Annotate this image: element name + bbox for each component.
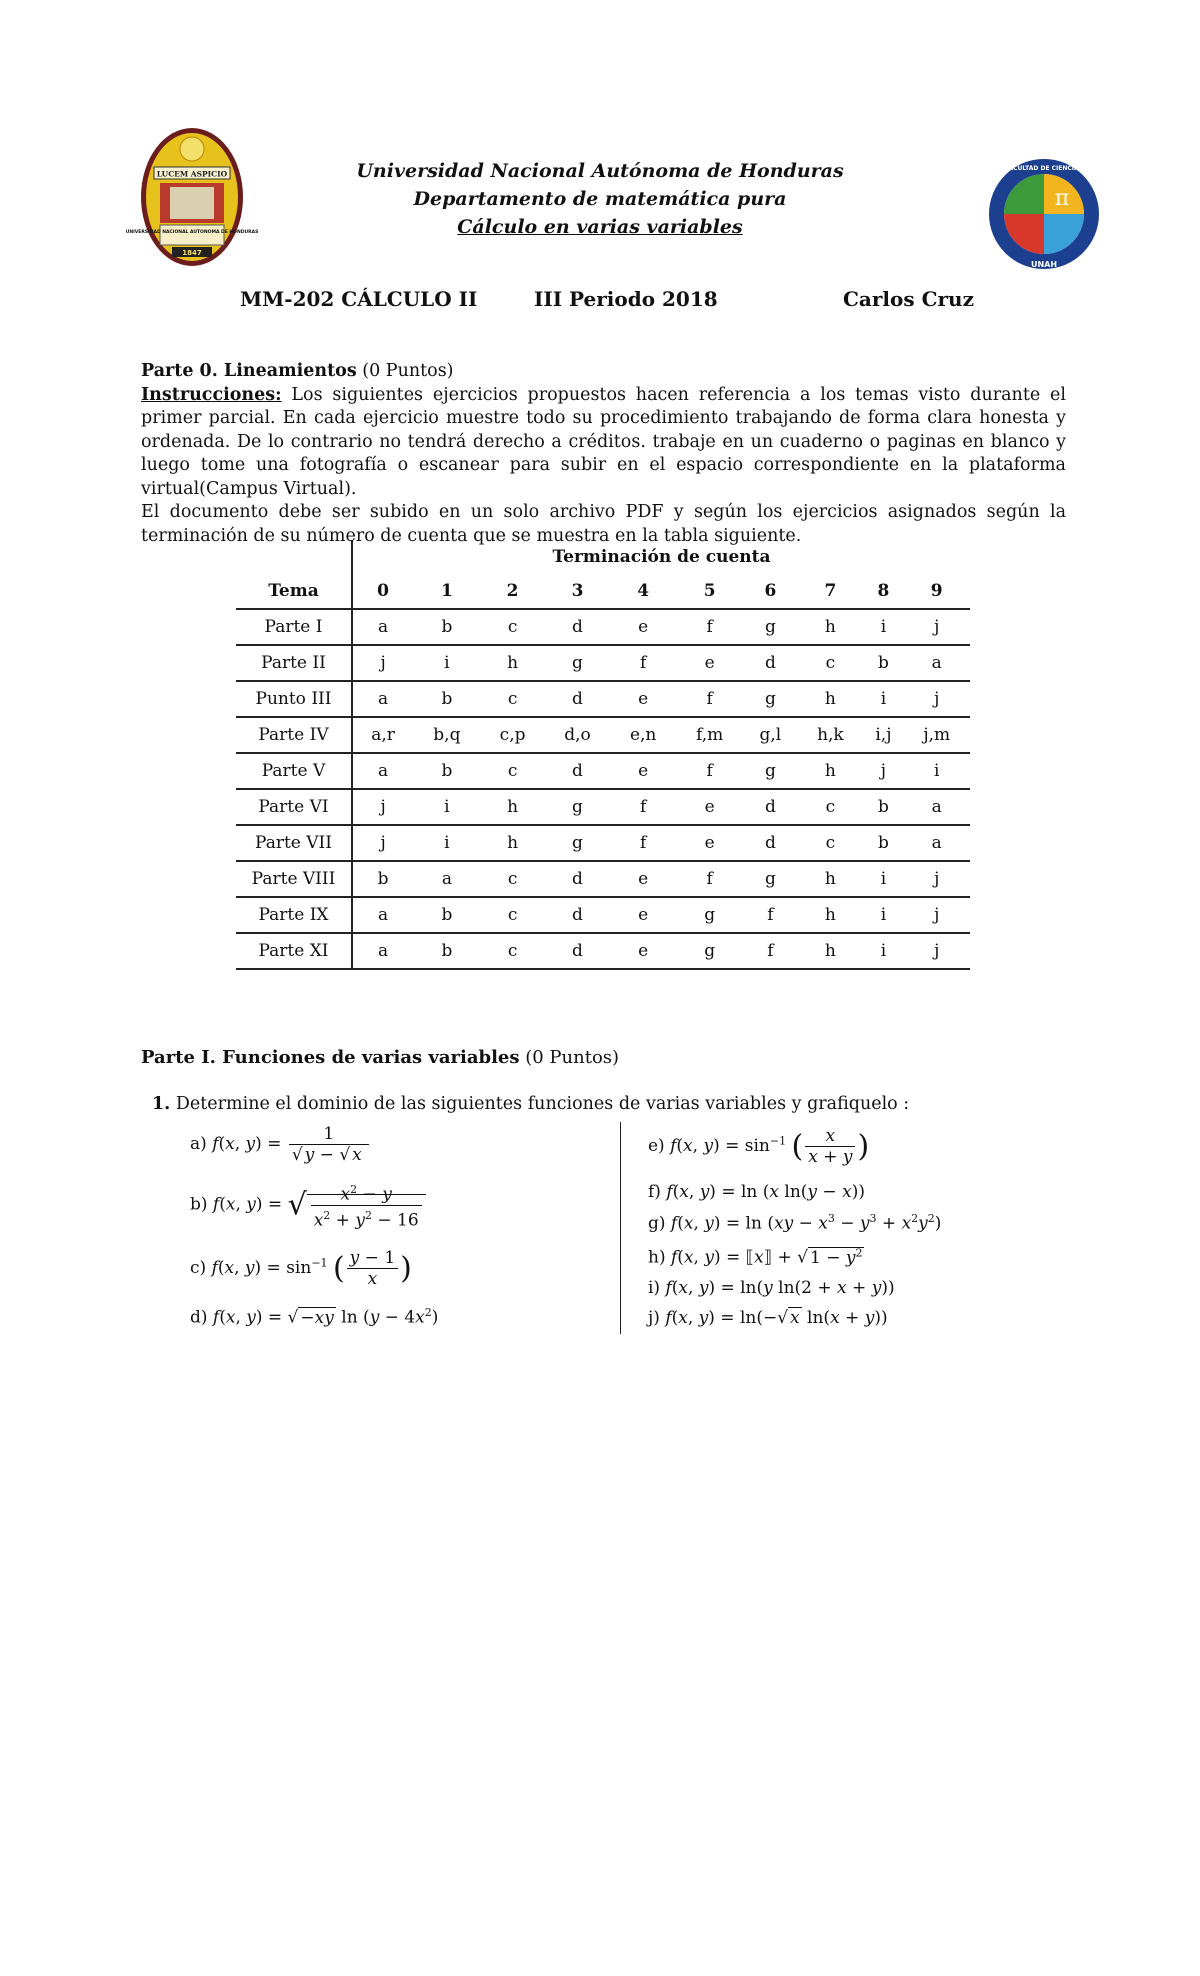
assignment-cell: j — [903, 861, 970, 897]
assignment-cell: c — [481, 681, 545, 717]
assignment-cell: b — [413, 609, 480, 645]
assignment-cell: d — [545, 861, 611, 897]
logo-uni-text: UNIVERSIDAD NACIONAL AUTONOMA DE HONDURAS — [125, 230, 259, 235]
table-row — [236, 609, 970, 645]
assignment-cell: i — [863, 897, 903, 933]
assignment-cell: c,p — [481, 717, 545, 753]
assignment-cell: i — [413, 645, 480, 681]
assignment-cell: f — [610, 825, 676, 861]
assignment-cell: e — [610, 933, 676, 969]
exercise-text: Determine el dominio de las siguientes funciones de varias variables y grafiquelo : — [175, 1094, 910, 1114]
assignment-cell: c — [481, 753, 545, 789]
tema-cell: Parte I — [236, 609, 352, 645]
assignment-cell: g — [676, 933, 744, 969]
assignment-cell: a — [352, 933, 413, 969]
assignment-cell: b — [863, 825, 903, 861]
tema-cell: Parte IX — [236, 897, 352, 933]
assignment-cell: g,l — [743, 717, 797, 753]
assignment-cell: j — [863, 753, 903, 789]
assignment-cell: h — [481, 645, 545, 681]
assignment-cell: d — [545, 609, 611, 645]
author-name: Carlos Cruz — [843, 287, 974, 311]
assignment-cell: g — [676, 897, 744, 933]
assignment-cell: a — [413, 861, 480, 897]
assignment-cell: j — [903, 897, 970, 933]
assignment-cell: i,j — [863, 717, 903, 753]
assignment-cell: g — [545, 789, 611, 825]
digit-header: 6 — [764, 581, 777, 601]
group-header: Terminación de cuenta — [352, 540, 970, 574]
assignment-cell: b — [863, 645, 903, 681]
part0-instructions-2: El documento debe ser subido en un solo archivo PDF y según los ejercicios asignados según la terminación de su número de cuenta que se muestra en la tabla siguiente. — [141, 502, 1066, 546]
tema-cell: Parte VI — [236, 789, 352, 825]
assignment-cell: i — [863, 933, 903, 969]
tema-header: Tema — [268, 581, 319, 601]
assignment-cell: j — [903, 933, 970, 969]
exercise-1-intro — [152, 1094, 909, 1114]
assignment-cell: a — [903, 789, 970, 825]
assignment-cell: d — [545, 681, 611, 717]
function-b: b) f(x, y) = √ $\frac{x^2 - y}{x^2 + y^2 - 16}$ — [190, 1180, 426, 1230]
assignment-cell: f — [676, 681, 744, 717]
table-row — [236, 789, 970, 825]
digit-header: 8 — [877, 581, 890, 601]
tema-cell: Punto III — [236, 681, 352, 717]
table-row — [236, 717, 970, 753]
assignment-cell: j — [352, 645, 413, 681]
tema-cell: Parte II — [236, 645, 352, 681]
assignment-cell: b,q — [413, 717, 480, 753]
assignment-cell: h,k — [797, 717, 863, 753]
assignment-cell: a — [903, 645, 970, 681]
part0-heading — [141, 360, 1066, 384]
assignment-cell: h — [481, 825, 545, 861]
assignment-cell: e — [610, 753, 676, 789]
part0-points: (0 Puntos) — [362, 361, 454, 381]
part1-points: (0 Puntos) — [525, 1047, 620, 1068]
assignment-cell: d — [743, 645, 797, 681]
function-e: e) f(x, $y) = \sin^{-1}$ ( $\frac{x}{x + y}$ ) — [648, 1126, 870, 1167]
assignment-cell: j — [903, 609, 970, 645]
function-f: f) f(x, y) = ln (x ln(y − x)) — [648, 1182, 865, 1202]
assignment-cell: g — [743, 609, 797, 645]
digit-header: 5 — [703, 581, 716, 601]
digit-header: 1 — [440, 581, 453, 601]
tema-cell: Parte VII — [236, 825, 352, 861]
assignment-cell: d — [743, 825, 797, 861]
assignment-cell: h — [797, 933, 863, 969]
assignment-cell: e — [610, 609, 676, 645]
assignment-cell: i — [863, 681, 903, 717]
course-code: MM-202 CÁLCULO II — [240, 287, 478, 311]
assignment-cell: e — [610, 681, 676, 717]
assignment-cell: f — [676, 753, 744, 789]
assignment-cell: e — [676, 789, 744, 825]
assignment-cell: i — [413, 825, 480, 861]
assignment-cell: j,m — [903, 717, 970, 753]
table-row — [236, 753, 970, 789]
unah-crest-logo — [125, 127, 259, 267]
tema-cell: Parte V — [236, 753, 352, 789]
function-d: d) f(x, y) = √ −xy $\ln (y - 4x^2)$ — [190, 1306, 439, 1328]
university-name: Universidad Nacional Autónoma de Honduras — [356, 160, 844, 182]
assignment-cell: c — [797, 825, 863, 861]
table-row — [236, 681, 970, 717]
assignment-cell: d — [545, 933, 611, 969]
instructions-text: Los siguientes ejercicios propuestos hacen referencia a los temas visto durante el primer parcial. En cada ejercicio muestre todo su procedimiento trabajando de forma clara honesta y ordenada. De lo contrario no tendrá derecho a créditos. trabaje en un cuaderno o paginas en blanco y luego tome una fotografía o escanear para subir en el espacio correspondiente en la plataforma virtual(Campus Virtual). — [141, 384, 1066, 499]
function-a: a) f(x, y) = $\frac{1}{√ y - √ x}$ — [190, 1124, 371, 1165]
digit-header: 2 — [506, 581, 519, 601]
assignment-cell: f — [743, 897, 797, 933]
assignment-cell: a — [352, 753, 413, 789]
part1-heading — [141, 1046, 1066, 1070]
assignment-cell: e — [610, 897, 676, 933]
function-g: g) f(x, $y) = \ln (xy - x^3 - y^3 + x^2y^2)$ — [648, 1212, 942, 1234]
table-row — [236, 897, 970, 933]
function-h: h) f(x, y) = ⟦x⟧ + √ $1 - y^2$ — [648, 1246, 863, 1268]
part1-title: Parte I. Funciones de varias variables — [141, 1047, 520, 1068]
digit-header: 9 — [930, 581, 943, 601]
assignment-cell: h — [797, 681, 863, 717]
logo-year: 1847 — [182, 249, 202, 257]
assignment-cell: i — [413, 789, 480, 825]
assignment-cell: b — [413, 753, 480, 789]
exercise-number: 1. — [152, 1094, 171, 1114]
table-row — [236, 645, 970, 681]
table-group-header-row — [236, 540, 970, 574]
assignment-cell: c — [797, 645, 863, 681]
assignment-cell: a — [352, 897, 413, 933]
part0-title: Parte 0. Lineamientos — [141, 361, 357, 381]
assignment-cell: a,r — [352, 717, 413, 753]
assignment-cell: j — [352, 825, 413, 861]
table-row — [236, 933, 970, 969]
assignment-cell: c — [481, 861, 545, 897]
assignment-cell: i — [863, 861, 903, 897]
assignment-cell: j — [352, 789, 413, 825]
table-row — [236, 861, 970, 897]
digit-header: 4 — [637, 581, 650, 601]
digit-header: 7 — [824, 581, 837, 601]
tema-cell: Parte IV — [236, 717, 352, 753]
assignment-cell: f — [610, 645, 676, 681]
table-row — [236, 825, 970, 861]
assignment-cell: c — [481, 609, 545, 645]
assignment-cell: g — [545, 825, 611, 861]
table-header-row — [236, 574, 970, 609]
assignment-cell: e,n — [610, 717, 676, 753]
assignment-cell: j — [903, 681, 970, 717]
assignment-cell: c — [797, 789, 863, 825]
assignment-cell: h — [797, 753, 863, 789]
department-name: Departamento de matemática pura — [413, 188, 787, 210]
assignment-cell: g — [545, 645, 611, 681]
assignment-cell: d — [545, 753, 611, 789]
tema-cell: Parte XI — [236, 933, 352, 969]
pi-symbol: π — [1054, 186, 1070, 211]
part0-instructions — [141, 384, 1066, 502]
assignment-cell: a — [352, 681, 413, 717]
assignment-table — [236, 540, 970, 970]
column-divider — [620, 1122, 621, 1334]
academic-period: III Periodo 2018 — [534, 287, 718, 311]
assignment-cell: a — [352, 609, 413, 645]
assignment-cell: g — [743, 861, 797, 897]
digit-header: 3 — [571, 581, 584, 601]
assignment-cell: f,m — [676, 717, 744, 753]
assignment-cell: g — [743, 753, 797, 789]
assignment-cell: a — [903, 825, 970, 861]
assignment-cell: d — [743, 789, 797, 825]
assignment-cell: i — [863, 609, 903, 645]
function-c: c) f(x, $y) = \sin^{-1}$ ( $\frac{y - 1}{x}$ ) — [190, 1248, 412, 1289]
part0-section — [141, 360, 1066, 548]
assignment-cell: b — [352, 861, 413, 897]
assignment-cell: c — [481, 933, 545, 969]
assignment-cell: f — [676, 861, 744, 897]
assignment-cell: e — [676, 825, 744, 861]
assignment-cell: h — [481, 789, 545, 825]
logo-unah-text: UNAH — [1030, 260, 1058, 269]
assignment-cell: b — [863, 789, 903, 825]
function-i: i) f(x, y) = ln(y ln(2 + x + y)) — [648, 1278, 895, 1298]
assignment-cell: f — [676, 609, 744, 645]
assignment-cell: e — [610, 861, 676, 897]
assignment-cell: e — [676, 645, 744, 681]
assignment-cell: f — [743, 933, 797, 969]
assignment-cell: h — [797, 861, 863, 897]
assignment-cell: h — [797, 897, 863, 933]
function-j: j) f(x, y) = ln(−√ x ln(x + y)) — [648, 1308, 888, 1328]
course-title: Cálculo en varias variables — [457, 216, 743, 238]
assignment-cell: g — [743, 681, 797, 717]
assignment-cell: f — [610, 789, 676, 825]
assignment-cell: d,o — [545, 717, 611, 753]
assignment-cell: b — [413, 681, 480, 717]
assignment-cell: b — [413, 933, 480, 969]
assignment-cell: h — [797, 609, 863, 645]
logo-faculty-text: FACULTAD DE CIENCIAS — [1004, 165, 1084, 172]
tema-cell: Parte VIII — [236, 861, 352, 897]
logo-banner-text: LUCEM ASPICIO — [156, 169, 228, 179]
instructions-label: Instrucciones: — [141, 384, 282, 405]
facultad-ciencias-logo — [988, 158, 1100, 270]
digit-header: 0 — [352, 574, 413, 609]
assignment-cell: c — [481, 897, 545, 933]
assignment-cell: d — [545, 897, 611, 933]
assignment-table-wrap — [236, 540, 970, 980]
assignment-cell: b — [413, 897, 480, 933]
assignment-cell: i — [903, 753, 970, 789]
